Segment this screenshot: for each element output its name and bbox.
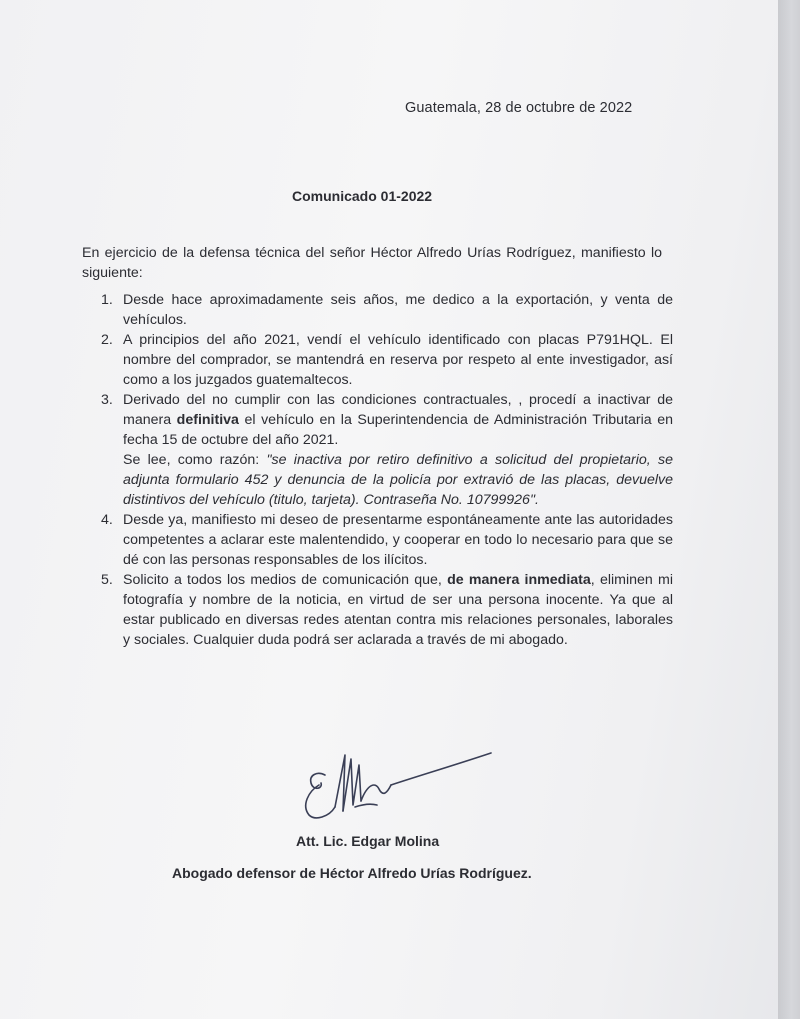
handwritten-signature: [295, 745, 495, 825]
reason-lead: Se lee, como razón:: [123, 452, 267, 468]
reason-quote: "se inactiva por retiro definitivo a solicitud del propietario, se adjunta formulario 452 y denuncia de la policía por extravió de las placas, devuelve distintivos del vehículo (titulo, tarjeta). Contraseña No. 10799926".: [123, 452, 674, 508]
list-text: A principios del año 2021, vendí el vehículo identificado con placas P791HQL. El nombre del comprador, se mantendrá en reserva por respeto al ente investigador, así como a los juzgados guatemaltecos.: [123, 332, 673, 388]
document-title: Comunicado 01-2022: [292, 188, 433, 204]
list-item-3: [0, 390, 673, 510]
list-number: 5.: [101, 572, 113, 588]
list-item-1: [0, 290, 673, 330]
signer-role: Abogado defensor de Héctor Alfredo Urías Rodríguez.: [172, 865, 532, 881]
intro-paragraph: En ejercicio de la defensa técnica del señor Héctor Alfredo Urías Rodríguez, manifiesto lo siguiente:: [82, 245, 662, 281]
list-number: 4.: [101, 512, 113, 528]
list-item-4: [0, 510, 673, 570]
text-segment: , eliminen mi fotografía y nombre de la noticia, en virtud de ser una persona inocente. Ya que al estar publicado en diversas redes atentan contra mis relaciones personales, laborales y sociales. Cualquier duda podrá ser aclarada a través de mi abogado.: [123, 572, 673, 648]
document-date: Guatemala, 28 de octubre de 2022: [405, 100, 633, 116]
list-item-2: [0, 330, 673, 390]
list-text: Desde hace aproximadamente seis años, me dedico a la exportación, y venta de vehículos.: [123, 292, 673, 328]
list-number: 1.: [101, 292, 113, 308]
list-text: [123, 390, 673, 450]
list-number: 3.: [101, 392, 113, 408]
emphasis-text: definitiva: [176, 412, 239, 428]
list-text: [123, 570, 673, 650]
page-edge-shadow: [778, 0, 800, 1019]
text-segment: Derivado del no cumplir con las condiciones contractuales, , procedí a inactivar de manera: [123, 392, 673, 428]
text-segment: Solicito a todos los medios de comunicación que,: [123, 572, 448, 588]
numbered-list: [0, 290, 700, 650]
signer-name: Att. Lic. Edgar Molina: [296, 833, 440, 849]
list-text: Desde ya, manifiesto mi deseo de presentarme espontáneamente ante las autoridades competentes a aclarar este malentendido, y cooperar en todo lo necesario para que se dé con las personas responsables de los ilícitos.: [123, 512, 673, 568]
text-segment: el vehículo en la Superintendencia de Administración Tributaria en fecha 15 de octubre del año 2021.: [123, 412, 673, 448]
reason-text: [123, 450, 673, 510]
emphasis-text: de manera inmediata: [447, 572, 591, 588]
list-item-5: [0, 570, 673, 650]
list-number: 2.: [101, 332, 113, 348]
